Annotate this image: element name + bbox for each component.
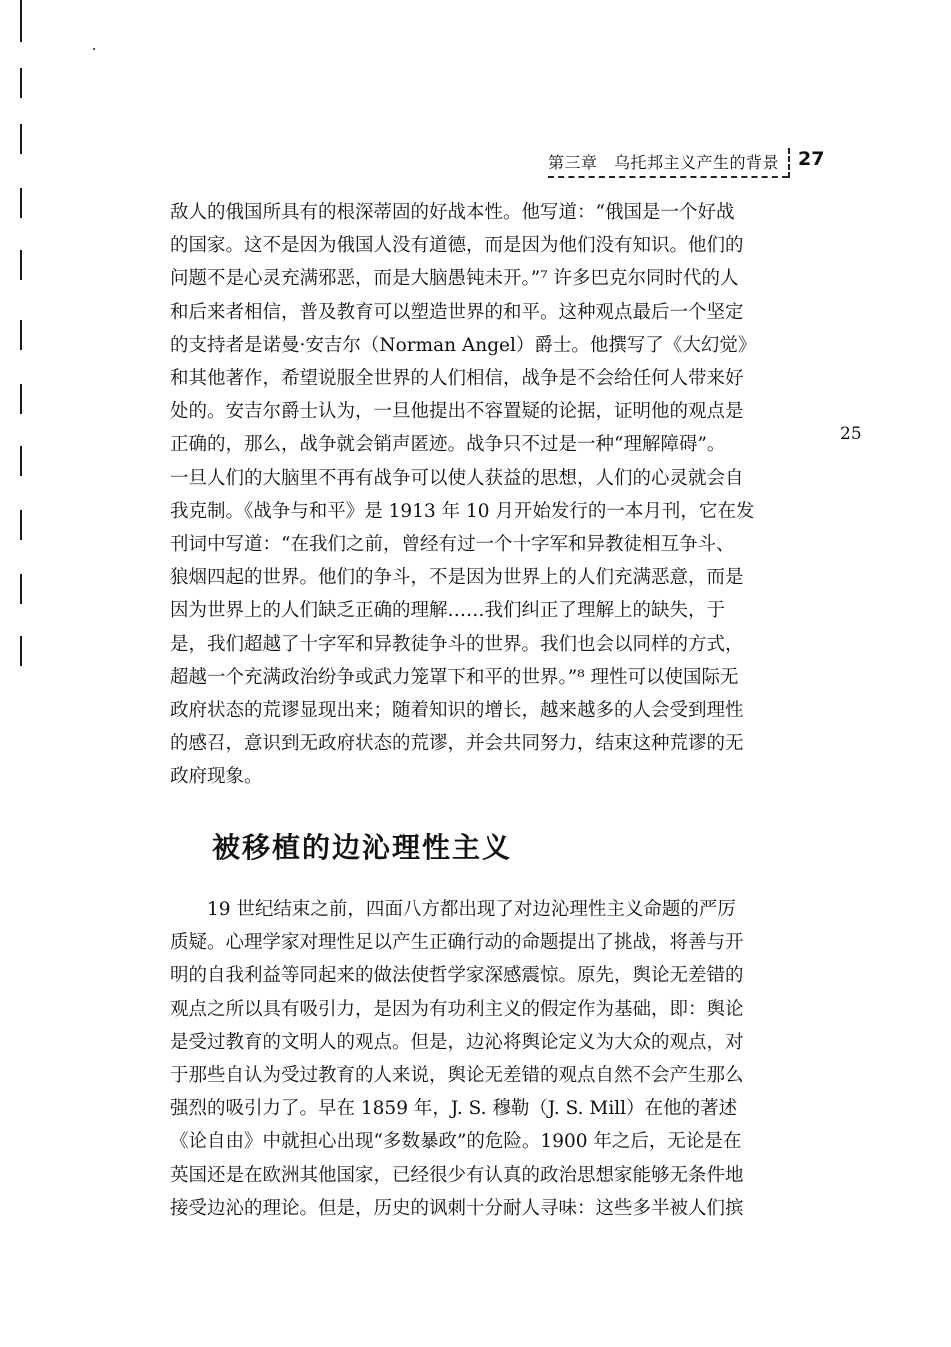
binding-mark: [20, 320, 22, 350]
body-paragraph: 19 世纪结束之前，四面八方都出现了对边沁理性主义命题的严厉 质疑。心理学家对理性足以产生正确行动的命题提出了挑战，将善与开 明的自我利益等同起来的做法使哲学家深感震惊。原先，舆论无差错的 观点之所以具有吸引力，是因为有功利主义的假定作为基础，即：舆论 是受过教育的文明人的观点。但是，边沁将舆论定义为大众的观点，对 于那些自认为受过教育的人来说，舆论无差错的观点自然不会产生那么 强烈的吸引力了。早在 1859 年，J. S. 穆勒（J. S. Mill）在他的著述 《论自由》中就担心出现“多数暴政”的危险。1900 年之后，无论是在 英国还是在欧洲其他国家，已经很少有认真的政治思想家能够无条件地 接受边沁的理论。但是，历史的讽刺十分耐人寻味：这些多半被人们摈: [170, 899, 744, 1219]
body-paragraph: 敌人的俄国所具有的根深蒂固的好战本性。他写道：“俄国是一个好战 的国家。这不是因为俄国人没有道德，而是因为他们没有知识。他们的 问题不是心灵充满邪恶，而是大脑愚钝未开。”⁷ 许多巴克尔同时代的人 和后来者相信，普及教育可以塑造世界的和平。这种观点最后一个坚定 的支持者是诺曼·安吉尔（Norman Angel）爵士。他撰写了《大幻觉》 和其他著作，希望说服全世界的人们相信，战争是不会给任何人带来好 处的。安吉尔爵士认为，一旦他提出不容置疑的论据，证明他的观点是 正确的，那么，战争就会销声匿迹。战争只不过是一种“理解障碍”。 一旦人们的大脑里不再有战争可以使人获益的思想，人们的心灵就会自 我克制。《战争与和平》是 1913 年 10 月开始发行的一本月刊，它在发 刊词中写道：“在我们之前，曾经有过一个十字军和异教徒相互争斗、 狼烟四起的世界。他们的争斗，不是因为世界上的人们充满恶意，而是 因为世界上的人们缺乏正确的理解……我们纠正了理解上的缺失，于 是，我们超越了十字军和异教徒争斗的世界。我们也会以同样的方式， 超越一个充满政治纷争或武力笼罩下和平的世界。”⁸ 理性可以使国际无 政府状态的荒谬显现出来；随着知识的增长，越来越多的人会受到理性 的感召，意识到无政府状态的荒谬，并会共同努力，结束这种荒谬的无 政府现象。: [170, 202, 757, 788]
binding-mark: [20, 446, 22, 476]
binding-mark: [20, 68, 22, 98]
page-number: 27: [798, 148, 825, 170]
binding-mark: [20, 384, 22, 414]
binding-mark: [20, 636, 22, 666]
chapter-title: 第三章 乌托邦主义产生的背景: [548, 153, 780, 172]
binding-mark: [20, 250, 22, 280]
scan-speck: [93, 48, 95, 50]
page-number-separator: [788, 148, 790, 178]
section-heading: 被移植的边沁理性主义: [212, 831, 513, 864]
binding-mark: [20, 0, 22, 42]
running-header: [548, 148, 836, 180]
binding-mark: [20, 574, 22, 604]
margin-page-reference: 25: [840, 424, 862, 444]
binding-mark: [20, 124, 22, 154]
binding-mark: [20, 188, 22, 218]
header-rule: [548, 176, 788, 178]
binding-mark: [20, 510, 22, 540]
